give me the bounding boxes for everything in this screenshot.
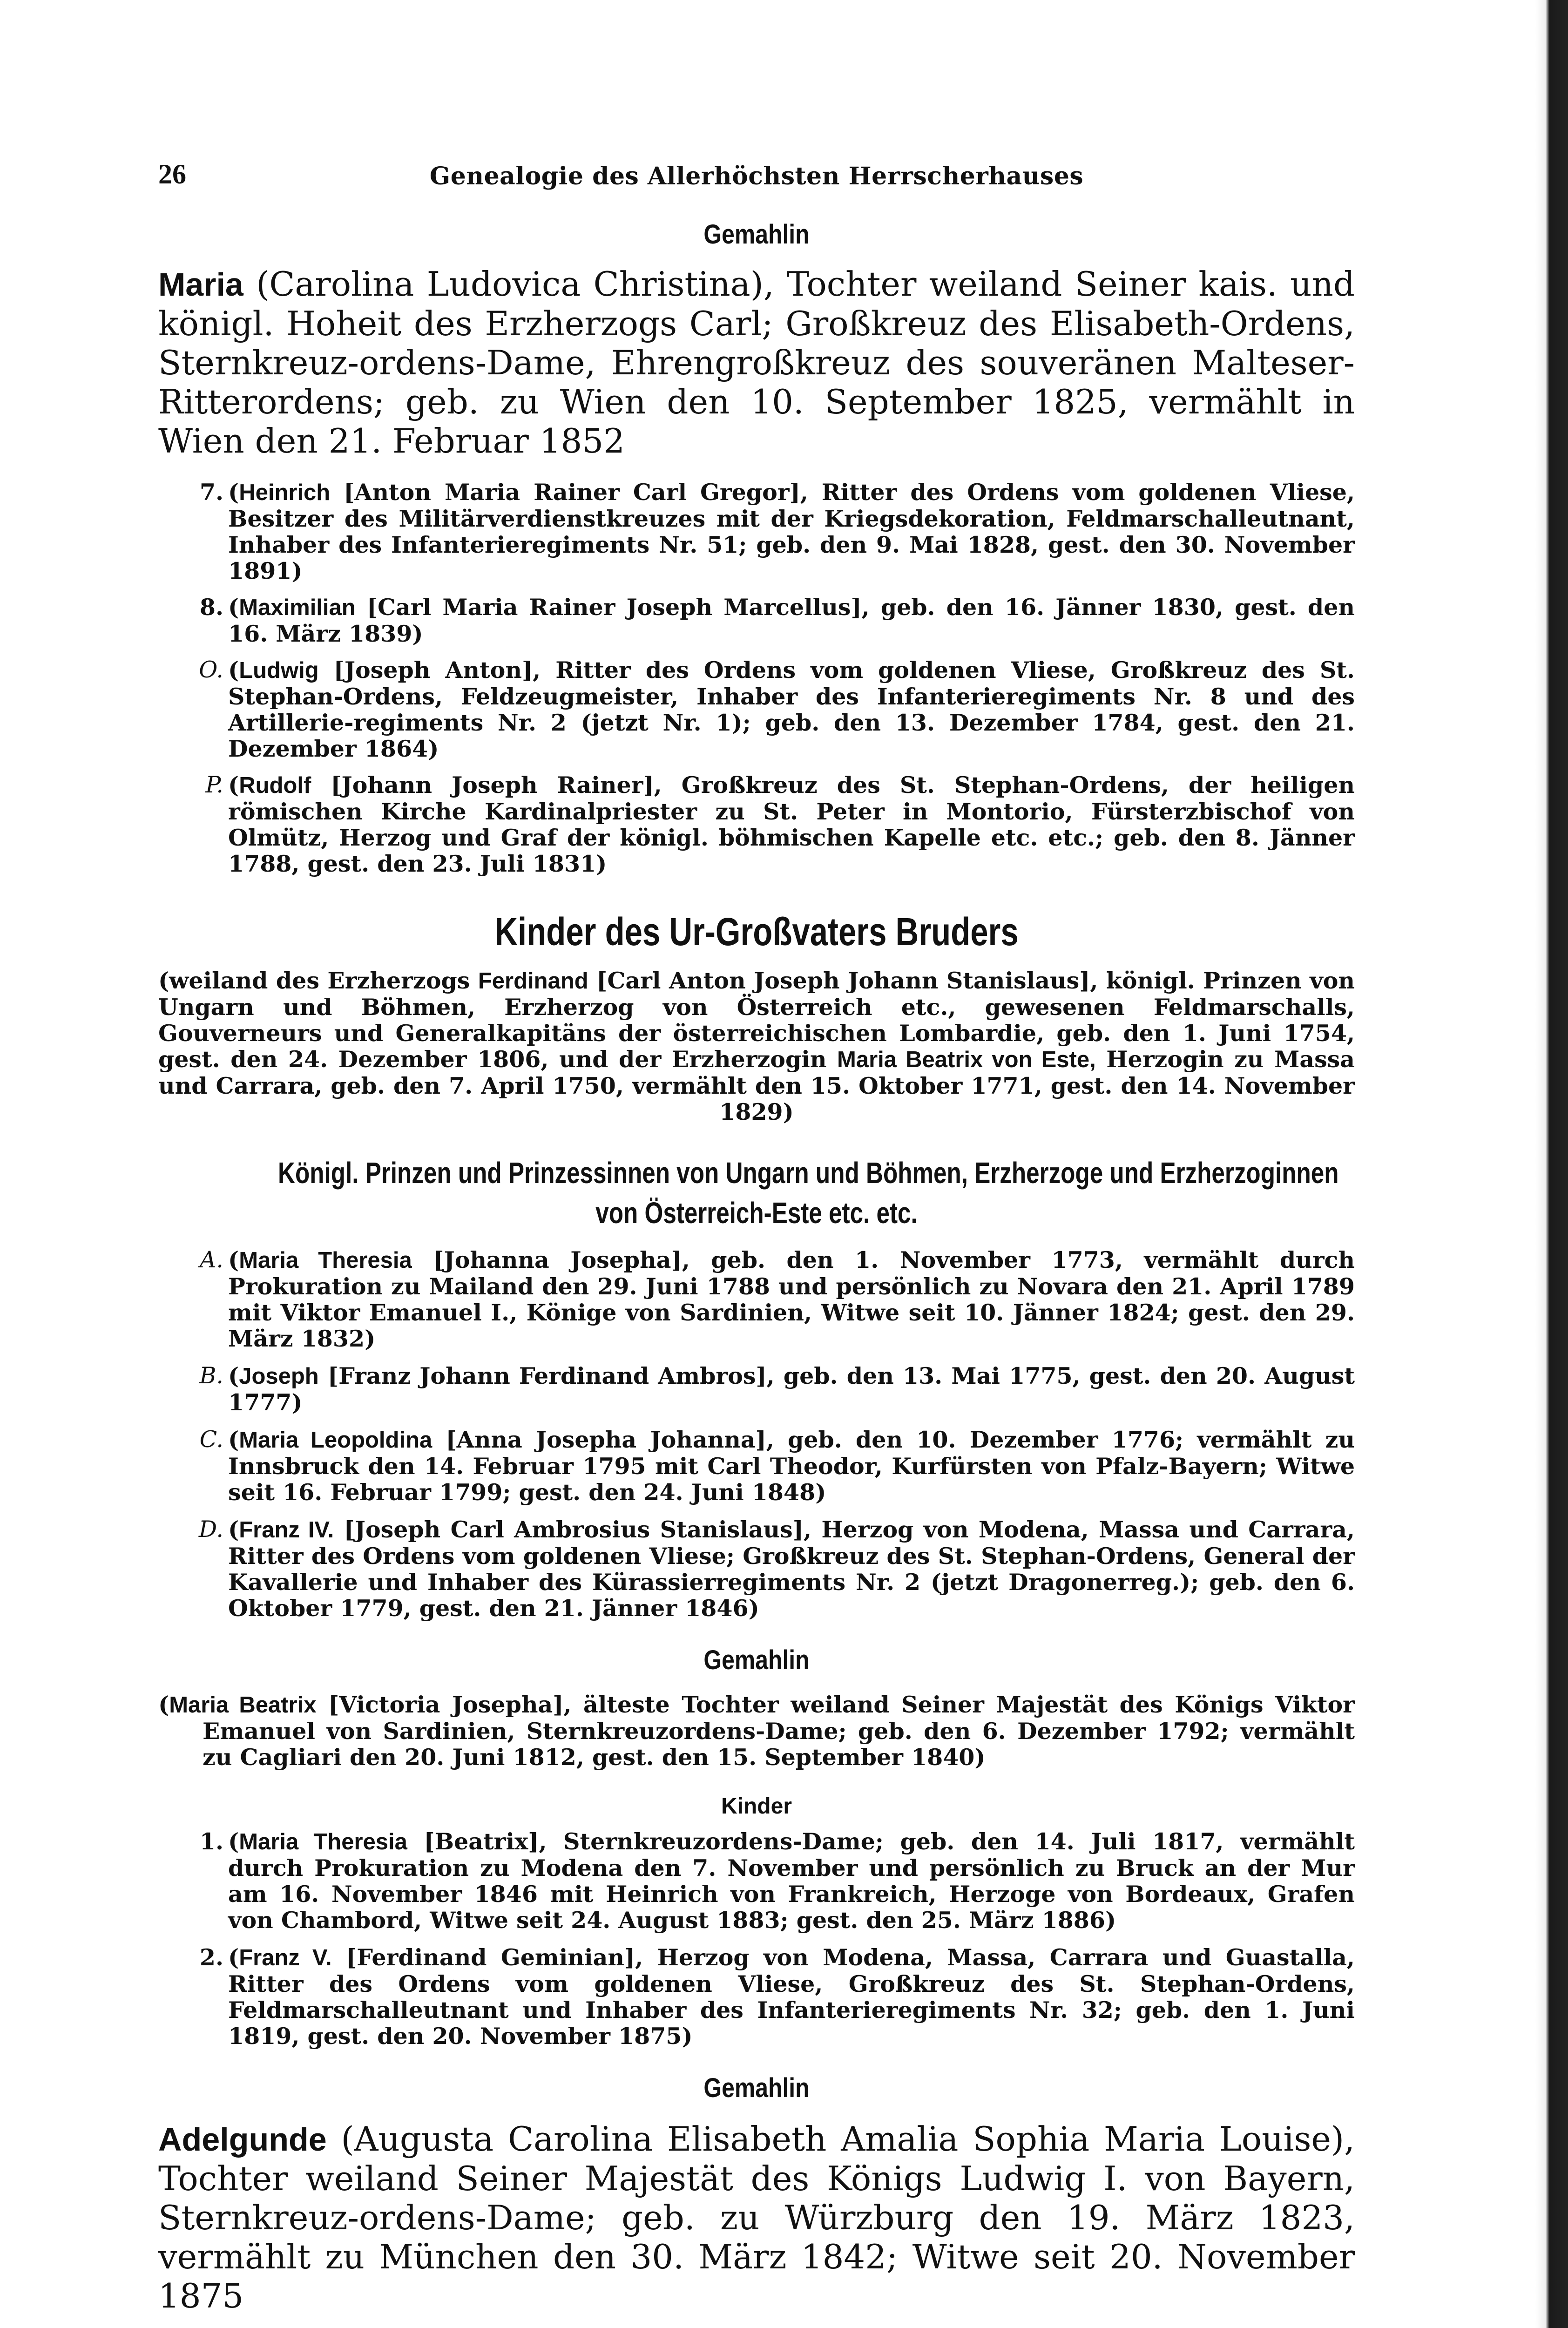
spouse-name: Maria Beatrix [169, 1692, 317, 1718]
intro-text-b: [Carl Anton Joseph Johann Stanislaus], königl. Prinzen von Ungarn und Böhmen, Erzherzog von Österreich etc., gewesenen Feldmarschalls, Gouverneurs und Generalkapitäns der österreichischen Lombardie, geb. den 1. Juni 1754, gest. den 24. Dezember 1806, und der Erzherzogin [158, 967, 1355, 1073]
intro-name-maria-beatrix: Maria Beatrix von Este, [837, 1047, 1096, 1072]
entry-item: C. (Maria Leopoldina [Anna Josepha Johanna], geb. den 10. Dezember 1776; vermählt zu Innsbruck den 14. Februar 1795 mit Carl Theodor, Kurfürsten von Pfalz-Bayern; Witwe seit 16. Februar 1799; gest. den 24. Juni 1848) [158, 1427, 1355, 1505]
entry-text: [Ferdinand Geminian], Herzog von Modena, Massa, Carrara und Guastalla, Ritter des Ordens vom goldenen Vliese, Großkreuz des St. Stephan-Ordens, Feldmarschalleutnant und Inhaber des Infanterieregiments Nr. 32; geb. den 1. Juni 1819, gest. den 20. November 1875) [228, 1944, 1355, 2050]
entry-number: 1. [199, 1828, 223, 1855]
entry-text: [Joseph Carl Ambrosius Stanislaus], Herzog von Modena, Massa und Carrara, Ritter des Ordens vom goldenen Vliese; Großkreuz des St. Stephan-Ordens, General der Kavallerie und Inhaber des Kürassierregiments Nr. 2 (jetzt Dragonerreg.); geb. den 6. Oktober 1779, gest. den 21. Jänner 1846) [228, 1516, 1355, 1622]
section-heading-kinder-ur-grossvaters: Kinder des Ur-Großvaters Bruders [494, 910, 1019, 954]
spouse-text: [Victoria Josepha], älteste Tochter weiland Seiner Majestät des Königs Viktor Emanuel von Sardinien, Sternkreuzordens-Dame; geb. den 6. Dezember 1792; vermählt zu Cagliari den 20. Juni 1812, gest. den 15. September 1840) [203, 1691, 1355, 1771]
spouse-entry-adelgunde [158, 2119, 1355, 2315]
entry-item: O. (Ludwig [Joseph Anton], Ritter des Ordens vom goldenen Vliese, Großkreuz des St. Stephan-Ordens, Feldzeugmeister, Inhaber des Infanterieregiments Nr. 8 und des Artillerie-regiments Nr. 2 (jetzt Nr. 1); geb. den 13. Dezember 1784, gest. den 21. Dezember 1864) [158, 657, 1355, 762]
section-intro [158, 968, 1355, 1125]
spouse-entry-maria-beatrix: (Maria Beatrix [Victoria Josepha], älteste Tochter weiland Seiner Majestät des Königs Viktor Emanuel von Sardinien, Sternkreuzordens-Dame; geb. den 6. Dezember 1792; vermählt zu Cagliari den 20. Juni 1812, gest. den 15. September 1840) [158, 1691, 1355, 1771]
entry-text: [Carl Maria Rainer Joseph Marcellus], geb. den 16. Jänner 1830, gest. den 16. März 1839) [228, 594, 1355, 647]
section-heading-prinzen-line2: von Österreich-Este etc. etc. [595, 1196, 918, 1230]
section-heading-gemahlin-2: Gemahlin [703, 1645, 810, 1675]
intro-name-ferdinand: Ferdinand [478, 968, 588, 994]
entry-number: P. [205, 771, 223, 798]
entry-name: Ludwig [239, 658, 319, 683]
entry-number: 7. [199, 479, 223, 506]
entry-item: 1. (Maria Theresia [Beatrix], Sternkreuzordens-Dame; geb. den 14. Juli 1817, vermählt durch Prokuration zu Modena den 7. November und persönlich zu Bruck an der Mur am 16. November 1846 mit Heinrich von Frankreich, Herzoge von Bordeaux, Grafen von Chambord, Witwe seit 24. August 1883; gest. den 25. März 1886) [158, 1828, 1355, 1933]
entry-name: Maria Theresia [239, 1248, 412, 1273]
entry-name: Maria Leopoldina [239, 1428, 433, 1453]
section-heading-wrap [158, 219, 1355, 248]
entry-item: 7. (Heinrich [Anton Maria Rainer Carl Gregor], Ritter des Ordens vom goldenen Vliese, Besitzer des Militärverdienstkreuzes mit der Kriegsdekoration, Feldmarschalleutnant, Inhaber des Infanterieregiments Nr. 51; geb. den 9. Mai 1828, gest. den 30. November 1891) [158, 479, 1355, 584]
entry-text: [Johanna Josepha], geb. den 1. November 1773, vermählt durch Prokuration zu Mailand den 29. Juni 1788 und persönlich zu Novara den 21. April 1789 mit Viktor Emanuel I., Könige von Sardinien, Witwe seit 10. Jänner 1824; gest. den 29. März 1832) [228, 1246, 1355, 1352]
entry-text: [Franz Johann Ferdinand Ambros], geb. den 13. Mai 1775, gest. den 20. August 1777) [228, 1362, 1355, 1416]
entry-text: [Johann Joseph Rainer], Großkreuz des St. Stephan-Ordens, der heiligen römischen Kirche Kardinalpriester zu St. Peter in Montorio, Fürsterzbischof von Olmütz, Herzog und Graf der königl. böhmischen Kapelle etc. etc.; geb. den 8. Jänner 1788, gest. den 23. Juli 1831) [228, 771, 1355, 877]
running-title: Genealogie des Allerhöchsten Herrscherhauses [429, 162, 1084, 190]
entry-text: [Anton Maria Rainer Carl Gregor], Ritter des Ordens vom goldenen Vliese, Besitzer des Militärverdienstkreuzes mit der Kriegsdekoration, Feldmarschalleutnant, Inhaber des Infanterieregiments Nr. 51; geb. den 9. Mai 1828, gest. den 30. November 1891) [228, 479, 1355, 584]
entry-number: B. [199, 1362, 223, 1389]
intro-text-a: (weiland des Erzherzogs [158, 967, 470, 994]
spouse-entry-maria [158, 264, 1355, 460]
entry-text: [Anna Josepha Johanna], geb. den 10. Dezember 1776; vermählt zu Innsbruck den 14. Februar 1795 mit Carl Theodor, Kurfürsten von Pfalz-Bayern; Witwe seit 16. Februar 1799; gest. den 24. Juni 1848) [228, 1426, 1355, 1506]
spouse-name: Maria [158, 266, 243, 303]
entry-number: 8. [199, 594, 223, 621]
entry-item: P. (Rudolf [Johann Joseph Rainer], Großkreuz des St. Stephan-Ordens, der heiligen römischen Kirche Kardinalpriester zu St. Peter in Montorio, Fürsterzbischof von Olmütz, Herzog und Graf der königl. böhmischen Kapelle etc. etc.; geb. den 8. Jänner 1788, gest. den 23. Juli 1831) [158, 772, 1355, 877]
spouse-text: (Carolina Ludovica Christina), Tochter weiland Seiner kais. und königl. Hoheit des Erzherzogs Carl; Großkreuz des Elisabeth-Ordens, Sternkreuz-ordens-Dame, Ehrengroßkreuz des souveränen Malteser-Ritterordens; geb. zu Wien den 10. September 1825, vermählt in Wien den 21. Februar 1852 [158, 264, 1355, 460]
entry-name: Franz IV. [239, 1517, 334, 1543]
book-edge-shadow [1535, 0, 1568, 2328]
children-heading: Kinder [721, 1794, 792, 1819]
entry-name: Maximilian [239, 595, 356, 620]
entry-number: 2. [199, 1944, 223, 1971]
entry-text: [Joseph Anton], Ritter des Ordens vom goldenen Vliese, Großkreuz des St. Stephan-Ordens, Feldzeugmeister, Inhaber des Infanterieregiments Nr. 8 und des Artillerie-regiments Nr. 2 (jetzt Nr. 1); geb. den 13. Dezember 1784, gest. den 21. Dezember 1864) [228, 656, 1355, 762]
spouse-name: Adelgunde [158, 2121, 327, 2158]
entry-item: 8. (Maximilian [Carl Maria Rainer Joseph Marcellus], geb. den 16. Jänner 1830, gest. den 16. März 1839) [158, 594, 1355, 647]
entry-name: Maria Theresia [239, 1829, 407, 1854]
entry-item: 2. (Franz V. [Ferdinand Geminian], Herzog von Modena, Massa, Carrara und Guastalla, Ritter des Ordens vom goldenen Vliese, Großkreuz des St. Stephan-Ordens, Feldmarschalleutnant und Inhaber des Infanterieregiments Nr. 32; geb. den 1. Juni 1819, gest. den 20. November 1875) [158, 1944, 1355, 2049]
entry-number: O. [199, 656, 223, 683]
entry-name: Franz V. [239, 1945, 332, 1970]
entry-item: B. (Joseph [Franz Johann Ferdinand Ambros], geb. den 13. Mai 1775, gest. den 20. August 1777) [158, 1363, 1355, 1415]
section-heading-gemahlin-1: Gemahlin [703, 219, 810, 250]
entry-number: D. [198, 1516, 223, 1543]
entry-name: Heinrich [239, 480, 331, 505]
entry-item: A. (Maria Theresia [Johanna Josepha], geb. den 1. November 1773, vermählt durch Prokuration zu Mailand den 29. Juni 1788 und persönlich zu Novara den 21. April 1789 mit Viktor Emanuel I., Könige von Sardinien, Witwe seit 10. Jänner 1824; gest. den 29. März 1832) [158, 1247, 1355, 1352]
entry-text: [Beatrix], Sternkreuzordens-Dame; geb. den 14. Juli 1817, vermählt durch Prokuration zu Modena den 7. November und persönlich zu Bruck an der Mur am 16. November 1846 mit Heinrich von Frankreich, Herzoge von Bordeaux, Grafen von Chambord, Witwe seit 24. August 1883; gest. den 25. März 1886) [228, 1828, 1355, 1934]
intro-text-c: Herzogin zu Massa und Carrara, geb. den 7. April 1750, vermählt den 15. Oktober 1771, gest. den 14. November 1829) [158, 1046, 1355, 1125]
section-heading-prinzen-line1: Königl. Prinzen und Prinzessinnen von Ungarn und Böhmen, Erzherzoge und Erzherzoginnen [278, 1156, 1339, 1190]
entry-item: D. (Franz IV. [Joseph Carl Ambrosius Stanislaus], Herzog von Modena, Massa und Carrara, Ritter des Ordens vom goldenen Vliese; Großkreuz des St. Stephan-Ordens, General der Kavallerie und Inhaber des Kürassierregiments Nr. 2 (jetzt Dragonerreg.); geb. den 6. Oktober 1779, gest. den 21. Jänner 1846) [158, 1516, 1355, 1621]
spouse-text: (Augusta Carolina Elisabeth Amalia Sophia Maria Louise), Tochter weiland Seiner Majestät des Königs Ludwig I. von Bayern, Sternkreuz-ordens-Dame; geb. zu Würzburg den 19. März 1823, vermählt zu München den 30. März 1842; Witwe seit 20. November 1875 [158, 2119, 1355, 2315]
page-content [158, 219, 1355, 2328]
entry-name: Joseph [239, 1364, 319, 1389]
entry-number: C. [199, 1426, 223, 1453]
entry-name: Rudolf [239, 773, 311, 798]
page-number: 26 [158, 159, 186, 189]
section-heading-gemahlin-3: Gemahlin [703, 2073, 810, 2103]
running-head [158, 158, 1355, 196]
entry-number: A. [200, 1246, 223, 1273]
